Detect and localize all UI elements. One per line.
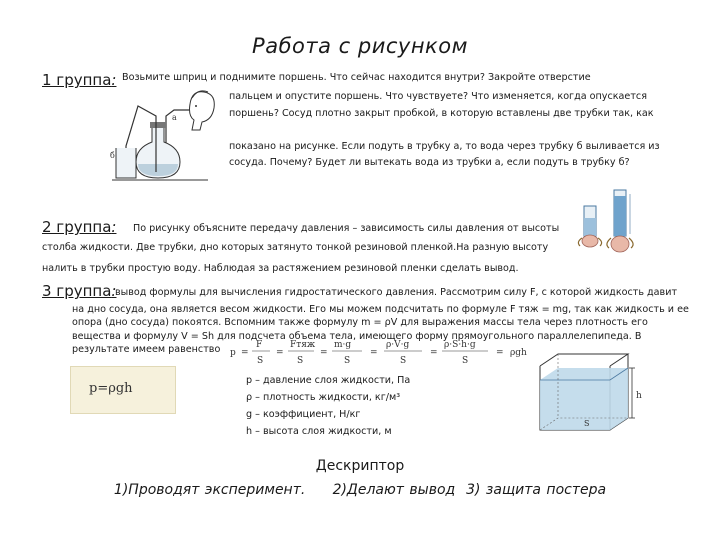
group1-heading	[42, 70, 591, 89]
derivation-f: F	[256, 340, 263, 350]
group2-line-1: По рисунку объясните передачу давления – зависимость силы давления от высоты	[133, 223, 560, 234]
group1-line-5: показано на рисунке. Если подуть в трубку а, то вода через трубку б выливается из	[229, 140, 660, 152]
vessel-figure	[536, 350, 646, 440]
group1-label: 1 группа	[42, 71, 112, 89]
flask-figure	[108, 86, 218, 186]
svg-text:=: =	[430, 348, 438, 358]
group3-colon: :	[111, 282, 117, 300]
group3-label: 3 группа	[42, 282, 112, 300]
derivation-mg: m·g	[334, 340, 352, 350]
derivation-ftyazh: Fтяж	[290, 340, 316, 350]
group3-line-5: результате имеем равенство	[72, 344, 221, 356]
tube-b-label: б	[110, 151, 115, 160]
group1-line-3: поршень? Сосуд плотно закрыт пробкой, в которую вставлены две трубки так, как	[229, 107, 654, 119]
svg-text:=: =	[496, 348, 504, 358]
legend-g: g – коэффициент, Н/кг	[246, 409, 361, 420]
group2-heading	[42, 217, 116, 236]
group3-line-1: вывод формулы для вычисления гидростатического давления. Рассмотрим силу F, с которой жидкость давит	[115, 287, 678, 298]
derivation-rshg: ρ·S·h·g	[444, 340, 476, 350]
group2-label: 2 группа	[42, 218, 112, 236]
group1-colon: :	[111, 71, 117, 89]
derivation-s5: S	[462, 356, 469, 366]
derivation-s2: S	[297, 356, 304, 366]
derivation-p: p	[230, 348, 236, 358]
svg-text:=: =	[320, 348, 328, 358]
group2-line-3: налить в трубки простую воду. Наблюдая за растяжением резиновой пленки сделать вывод.	[42, 263, 519, 274]
descriptor-items	[0, 482, 720, 498]
page-title: Работа с рисунком	[252, 34, 468, 58]
descriptor-items-text: 1)Проводят эксперимент. 2)Делают вывод 3) защита постера	[113, 482, 607, 498]
derivation-s3: S	[344, 356, 351, 366]
group1-line-1: Возьмите шприц и поднимите поршень. Что сейчас находится внутри? Закройте отверстие	[122, 72, 591, 83]
two-tubes-figure	[574, 186, 640, 262]
group1-line-6: сосуда. Почему? Будет ли вытекать вода из трубки а, если подуть в трубку б?	[229, 157, 630, 168]
group1-line-4	[229, 122, 660, 139]
formula-box	[70, 366, 176, 414]
group3-heading	[42, 281, 116, 300]
group3-line-4: вещества и формулу V = Sh для подсчета объема тела, имеющего форму прямоугольного параллелепипеда. В	[72, 330, 642, 342]
group1-text	[229, 89, 660, 172]
legend-h: h – высота слоя жидкости, м	[246, 426, 392, 437]
derivation-s4: S	[400, 356, 407, 366]
legend-rho: ρ – плотность жидкости, кг/м³	[246, 392, 401, 403]
formula-text: p=ρgh	[89, 381, 133, 396]
height-label: h	[636, 391, 642, 401]
group3-line-2: на дно сосуда, она является весом жидкости. Его мы можем подсчитать по формуле F тяж = mg, так как жидкость и ее	[72, 304, 689, 315]
group2-line-2: столба жидкости. Две трубки, дно которых затянуто тонкой резиновой пленкой.На разную высоту	[42, 242, 549, 253]
derivation-rvg: ρ·V·g	[386, 340, 410, 350]
derivation-formula	[226, 334, 546, 370]
tube-a-label: а	[172, 113, 177, 122]
group2-colon: :	[111, 218, 117, 236]
group1-line-2: пальцем и опустите поршень. Что чувствуете? Что изменяется, когда опускается	[229, 91, 647, 102]
area-label: S	[584, 419, 590, 428]
descriptor-title: Дескриптор	[315, 458, 405, 474]
svg-text:=: =	[276, 348, 284, 358]
group3-line-3: опора (дно сосуда) покоятся. Вспомним также формулу m = ρV для выражения массы тела через плотность его	[72, 317, 648, 329]
symbols-legend	[246, 375, 410, 443]
svg-text:=: =	[241, 348, 249, 358]
legend-p: p – давление слоя жидкости, Па	[246, 375, 411, 386]
derivation-s1: S	[257, 356, 264, 366]
derivation-result: ρgh	[510, 348, 527, 358]
svg-text:=: =	[370, 348, 378, 358]
